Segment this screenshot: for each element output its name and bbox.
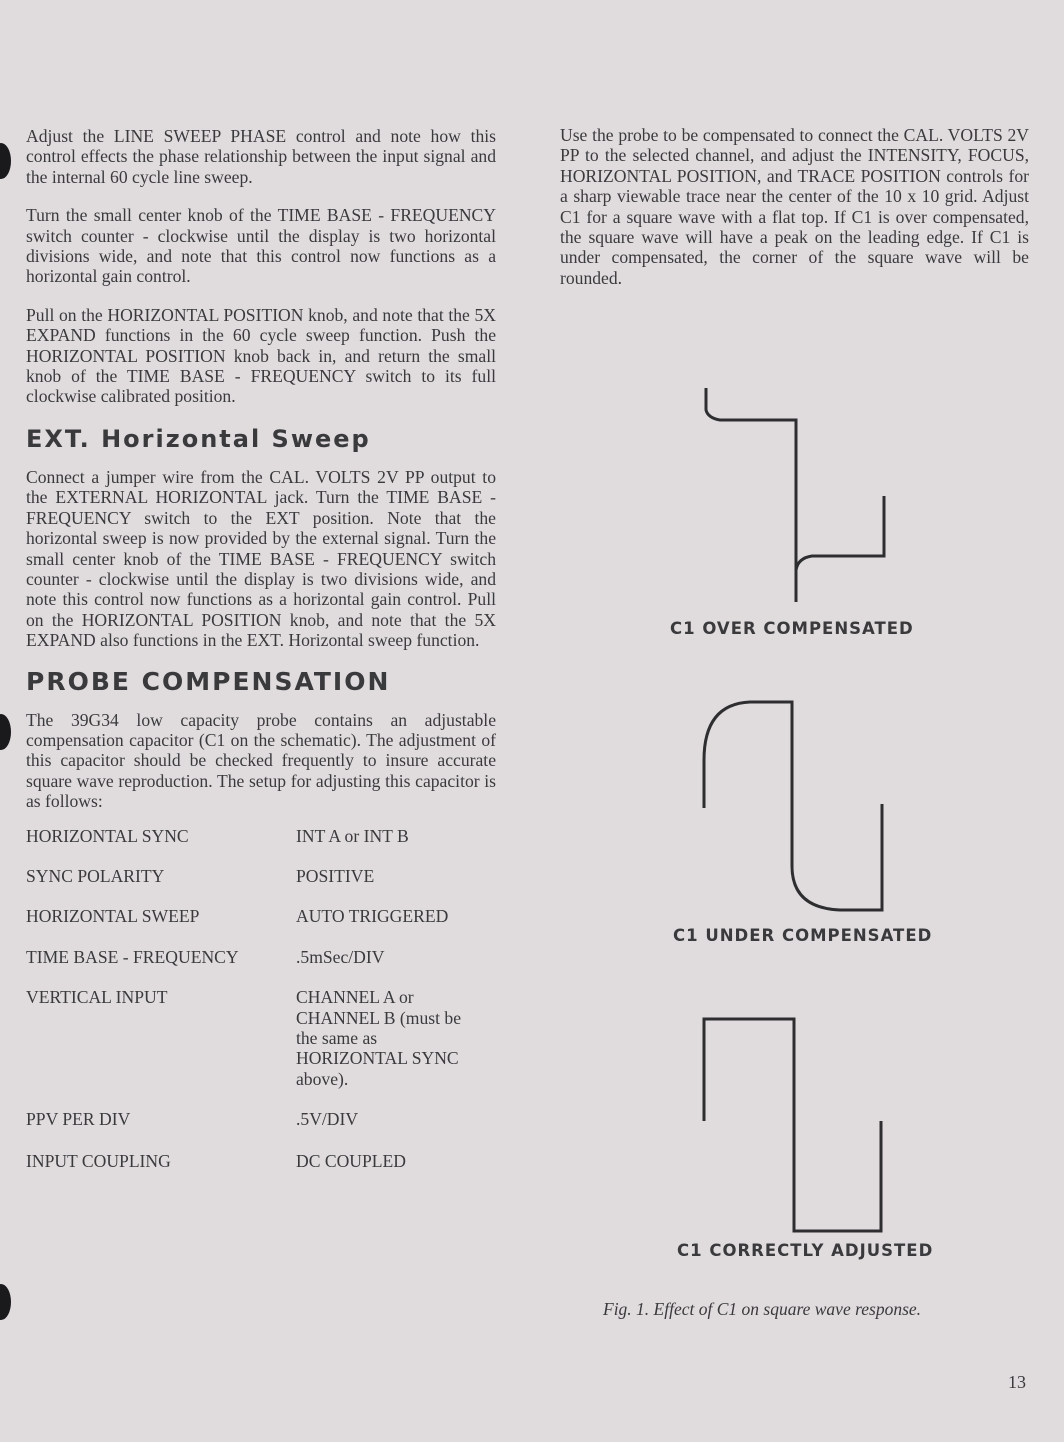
setting-name: HORIZONTAL SWEEP bbox=[26, 906, 200, 927]
settings-row bbox=[26, 1109, 496, 1129]
caption-under-compensated: C1 UNDER COMPENSATED bbox=[673, 926, 933, 945]
settings-row bbox=[26, 906, 496, 926]
setting-name: VERTICAL INPUT bbox=[26, 987, 168, 1008]
setting-name: PPV PER DIV bbox=[26, 1109, 131, 1130]
heading-ext-horizontal-sweep: EXT. Horizontal Sweep bbox=[26, 424, 371, 453]
setting-value: INT A or INT B bbox=[296, 825, 409, 846]
settings-row bbox=[26, 947, 496, 967]
setting-value: CHANNEL A or CHANNEL B (must be the same as HORIZONTAL SYNC above). bbox=[296, 987, 462, 1089]
binder-hole-1 bbox=[0, 143, 11, 179]
paragraph-line-sweep-phase: Adjust the LINE SWEEP PHASE control and note how this control effects the phase relationship between the input signal and the internal 60 cycle line sweep. bbox=[26, 126, 496, 187]
waveform-over-compensated bbox=[690, 380, 900, 610]
setting-name: INPUT COUPLING bbox=[26, 1150, 171, 1171]
settings-row bbox=[26, 1151, 496, 1171]
paragraph-ext-sweep: Connect a jumper wire from the CAL. VOLTS 2V PP output to the EXTERNAL HORIZONTAL jack. Turn the TIME BASE - FREQUENCY switch to the EXT position. Note that the horizontal sweep is now provided by the external signal. Turn the small center knob of the TIME BASE - FREQUENCY switch counter - clockwise until the display is two divisions wide, and note this control now functions as a horizontal gain control. Pull on the HORIZONTAL POSITION knob, and note that the 5X EXPAND also functions in the EXT. Horizontal sweep function. bbox=[26, 466, 496, 651]
setting-name: SYNC POLARITY bbox=[26, 865, 165, 886]
setting-value: AUTO TRIGGERED bbox=[296, 906, 449, 927]
caption-correctly-adjusted: C1 CORRECTLY ADJUSTED bbox=[677, 1241, 934, 1260]
setting-value: .5V/DIV bbox=[296, 1109, 359, 1130]
setting-name: HORIZONTAL SYNC bbox=[26, 825, 189, 846]
paragraph-probe: The 39G34 low capacity probe contains an adjustable compensation capacitor (C1 on the schematic). The adjustment of this capacitor should be checked frequently to insure accurate square wave reproduction. The setup for adjusting this capacitor is as follows: bbox=[26, 709, 496, 812]
waveform-under-compensated bbox=[690, 690, 900, 920]
right-column bbox=[560, 125, 1029, 288]
binder-hole-2 bbox=[0, 714, 11, 750]
setting-value: DC COUPLED bbox=[296, 1150, 406, 1171]
binder-hole-3 bbox=[0, 1284, 11, 1320]
setting-value: POSITIVE bbox=[296, 865, 375, 886]
caption-over-compensated: C1 OVER COMPENSATED bbox=[670, 619, 914, 638]
settings-row bbox=[26, 866, 496, 886]
paragraph-probe-adjust: Use the probe to be compensated to connect the CAL. VOLTS 2V PP to the selected channel, and adjust the INTENSITY, FOCUS, HORIZONTAL POSITION, and TRACE POSITION controls for a sharp viewable trace near the center of the 10 x 10 grid. Adjust C1 for a square wave with a flat top. If C1 is over compensated, the square wave will have a peak on the leading edge. If C1 is under compensated, the corner of the square wave will be rounded. bbox=[560, 125, 1029, 288]
settings-table bbox=[26, 826, 496, 1171]
waveform-correctly-adjusted bbox=[690, 1005, 900, 1240]
settings-row bbox=[26, 987, 496, 1089]
heading-probe-compensation: PROBE COMPENSATION bbox=[26, 666, 391, 696]
setting-value: .5mSec/DIV bbox=[296, 946, 385, 967]
setting-name: TIME BASE - FREQUENCY bbox=[26, 946, 239, 967]
figure-caption: Fig. 1. Effect of C1 on square wave response. bbox=[603, 1299, 922, 1319]
paragraph-horizontal-position: Pull on the HORIZONTAL POSITION knob, and note that the 5X EXPAND functions in the 60 cycle sweep function. Push the HORIZONTAL POSITION knob back in, and return the small knob of the TIME BASE - FREQUENCY switch to its full clockwise calibrated position. bbox=[26, 304, 496, 407]
page-number: 13 bbox=[1008, 1372, 1026, 1392]
paragraph-time-base-knob: Turn the small center knob of the TIME BASE - FREQUENCY switch counter - clockwise until the display is two horizontal divisions wide, and note that this control now functions as a horizontal gain control. bbox=[26, 205, 496, 287]
settings-row bbox=[26, 826, 496, 846]
left-column bbox=[26, 126, 496, 1171]
